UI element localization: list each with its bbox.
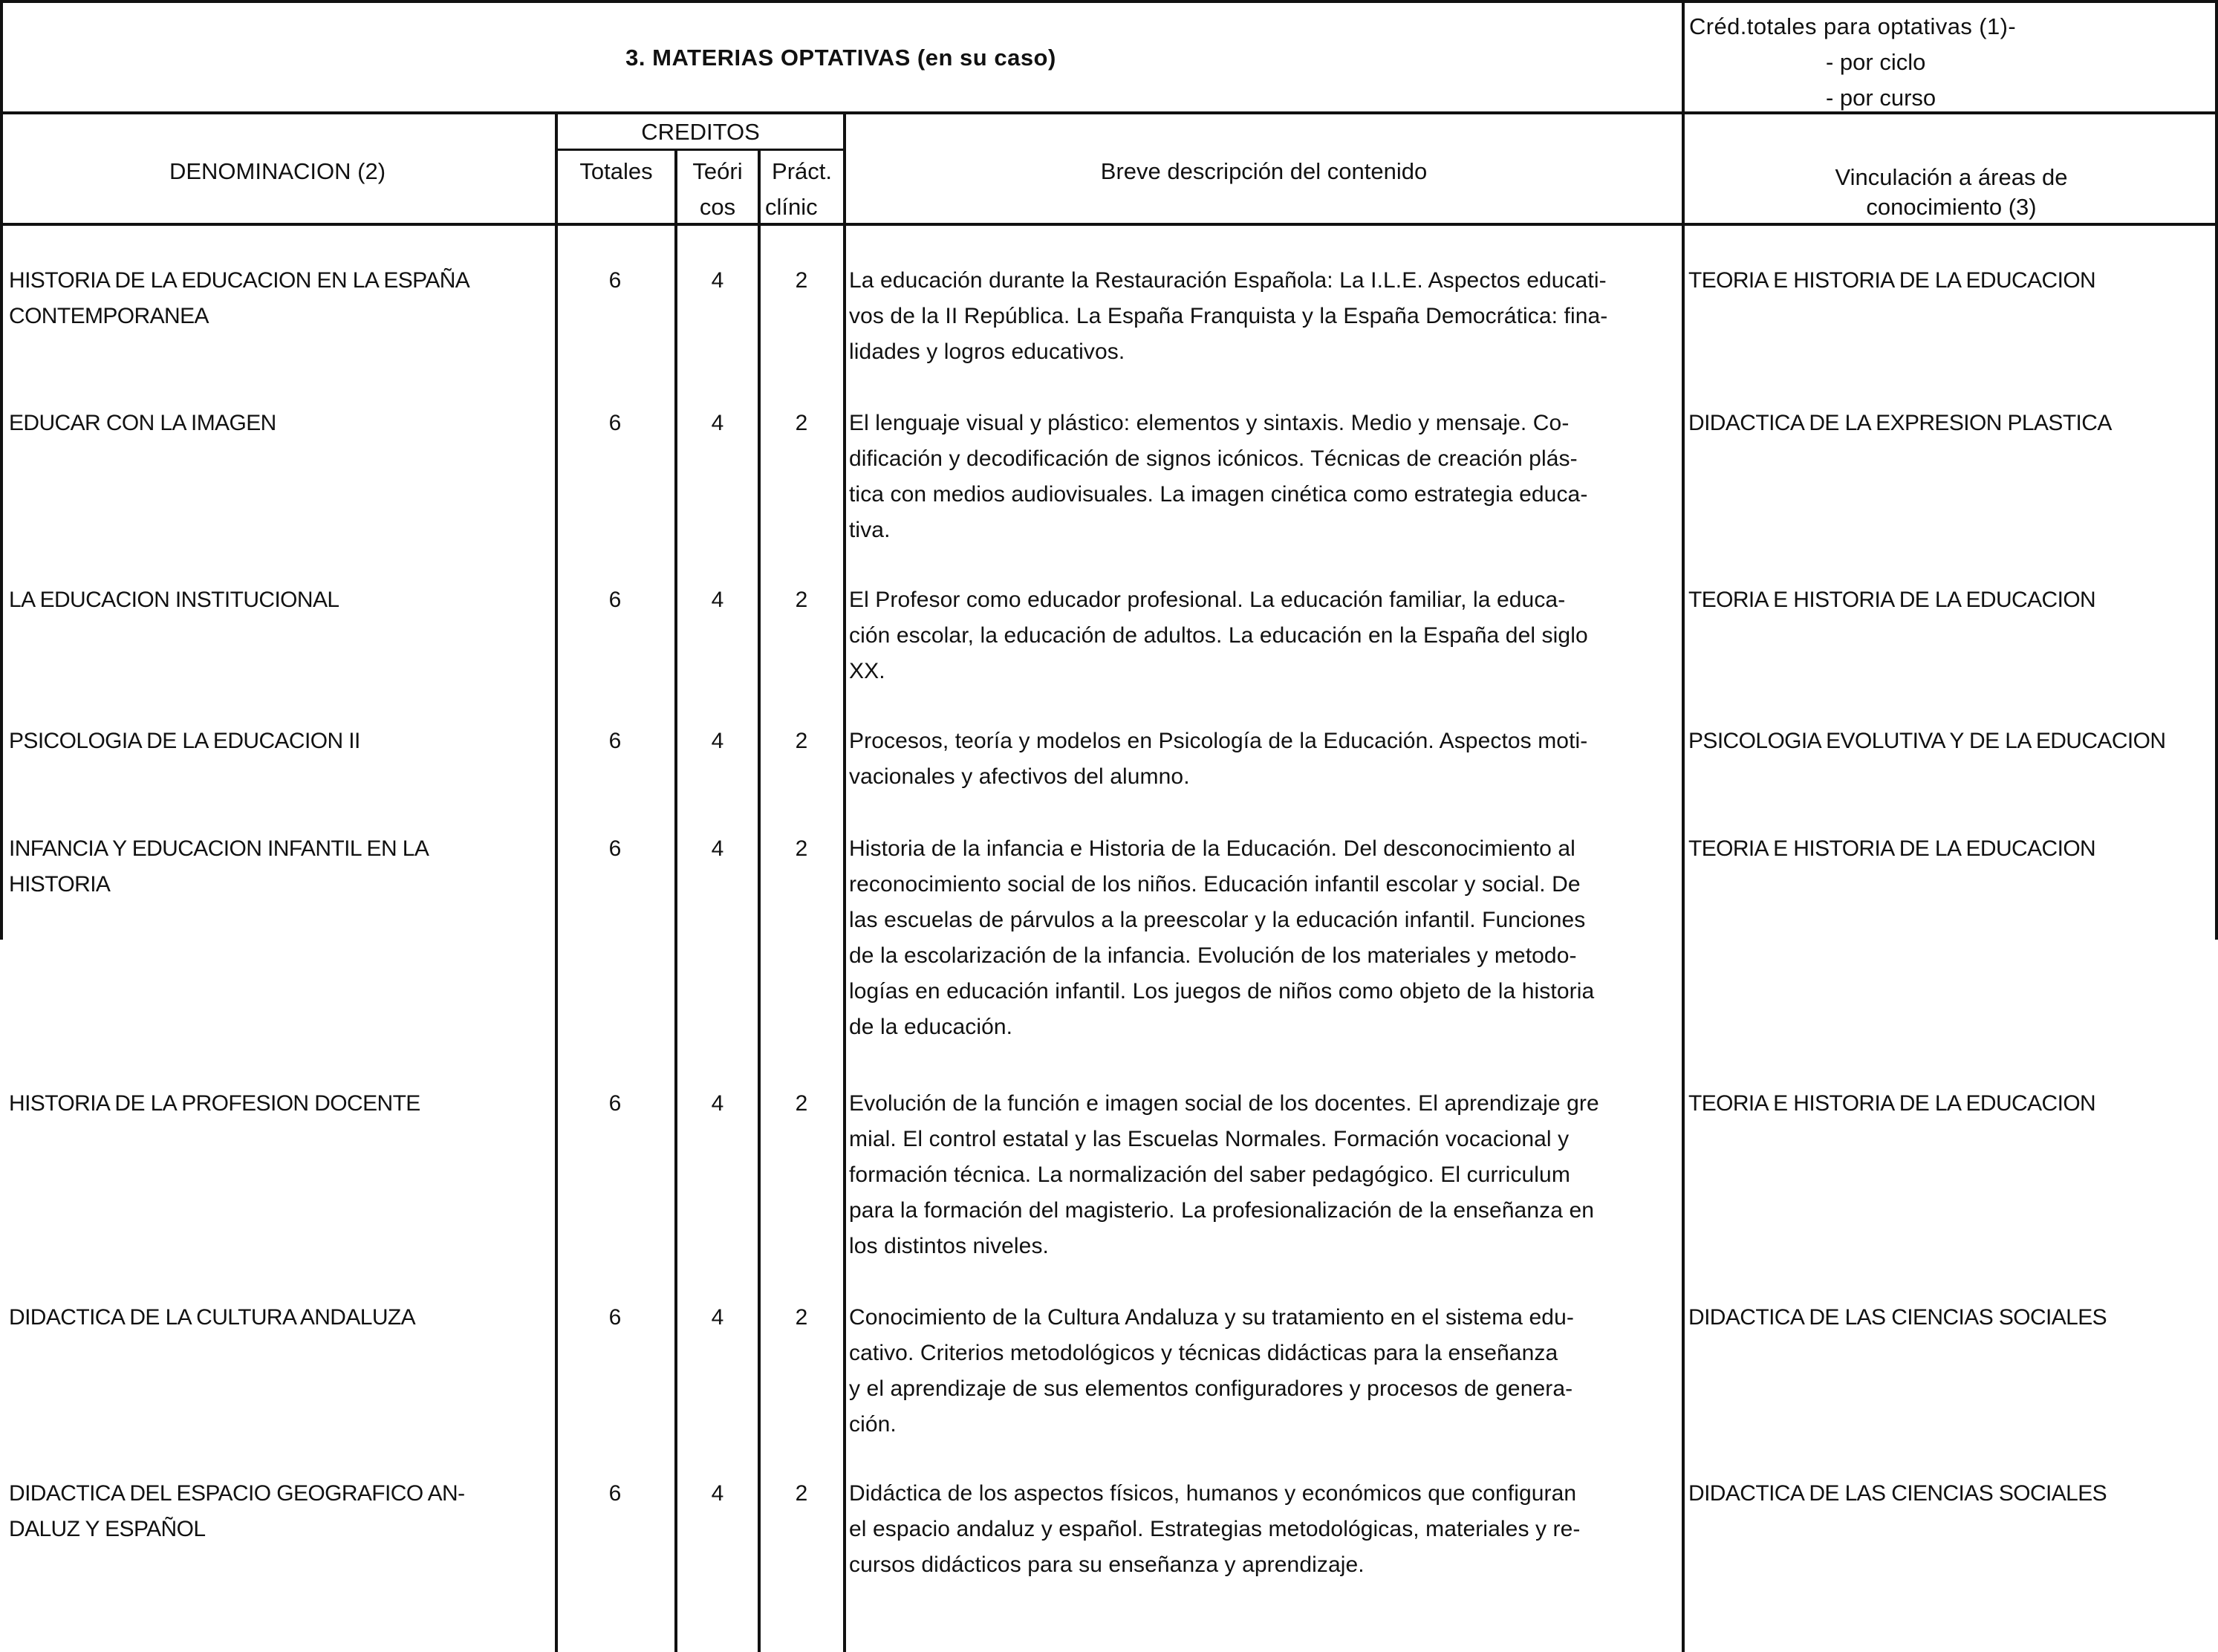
subject-name: INFANCIA Y EDUCACION INFANTIL EN LA HISTORIA xyxy=(9,836,429,897)
credits-theory: 4 xyxy=(711,1091,724,1116)
left-border xyxy=(0,0,3,940)
knowledge-area: DIDACTICA DE LA EXPRESION PLASTICA xyxy=(1688,411,2112,435)
subject-description: Procesos, teoría y modelos en Psicología de la Educación. Aspectos moti- vacionales y afectivos del alumno. xyxy=(849,729,1588,789)
subject-description: Historia de la infancia e Historia de la Educación. Del desconocimiento al reconocimiento social de los niños. Educación infantil escolar y social. De las escuelas de párvulos a la preescolar y la educación infantil. Funciones de la escolarización de la infancia. Evolución de los materiales y metodo- logías en educación infantil. Los juegos de niños como objeto de la historia de la educación. xyxy=(849,836,1595,1039)
col-divider-area xyxy=(1682,0,1685,1652)
subject-name: DIDACTICA DE LA CULTURA ANDALUZA xyxy=(9,1305,416,1330)
credits-total: 6 xyxy=(608,411,622,435)
subject-name: DIDACTICA DEL ESPACIO GEOGRAFICO AN- DALUZ Y ESPAÑOL xyxy=(9,1481,465,1541)
teoricos-header-line1: Teóri xyxy=(692,158,743,184)
credits-practice: 2 xyxy=(795,1481,808,1506)
credits-practice: 2 xyxy=(795,1091,808,1116)
subject-name: PSICOLOGIA DE LA EDUCACION II xyxy=(9,729,360,753)
col-divider-totales xyxy=(555,111,558,1652)
credits-theory: 4 xyxy=(711,729,724,753)
descripcion-header: Breve descripción del contenido xyxy=(1100,158,1428,184)
practicos-header-line2: clínic xyxy=(765,194,818,220)
col-divider-teoricos xyxy=(674,149,677,1652)
credits-theory: 4 xyxy=(711,1305,724,1330)
credits-total: 6 xyxy=(608,1481,622,1506)
page-title: 3. MATERIAS OPTATIVAS (en su caso) xyxy=(625,45,1056,71)
credits-practice: 2 xyxy=(795,729,808,753)
credits-total: 6 xyxy=(608,268,622,293)
knowledge-area: TEORIA E HISTORIA DE LA EDUCACION xyxy=(1688,268,2096,293)
col-divider-practicos xyxy=(758,149,761,1652)
knowledge-area: DIDACTICA DE LAS CIENCIAS SOCIALES xyxy=(1688,1481,2107,1506)
knowledge-area: TEORIA E HISTORIA DE LA EDUCACION xyxy=(1688,588,2096,612)
credits-total: 6 xyxy=(608,588,622,612)
table-top-border xyxy=(0,0,2218,3)
creditos-header: CREDITOS xyxy=(641,119,760,145)
credits-practice: 2 xyxy=(795,1305,808,1330)
vinculacion-header-line1: Vinculación a áreas de xyxy=(1835,164,2068,190)
subject-description: Didáctica de los aspectos físicos, humanos y económicos que configuran el espacio andaluz y español. Estrategias metodológicas, materiales y re- cursos didácticos para su enseñanza y aprendizaje. xyxy=(849,1481,1581,1577)
knowledge-area: TEORIA E HISTORIA DE LA EDUCACION xyxy=(1688,1091,2096,1116)
col-divider-descripcion xyxy=(843,111,846,1652)
subject-name: HISTORIA DE LA PROFESION DOCENTE xyxy=(9,1091,420,1116)
subject-description: Conocimiento de la Cultura Andaluza y su tratamiento en el sistema edu- cativo. Criterios metodológicos y técnicas didácticas para la enseñanza y el aprendizaje de sus elementos configuradores y procesos de genera- ción. xyxy=(849,1305,1574,1437)
subject-description: El Profesor como educador profesional. La educación familiar, la educa- ción escolar, la educación de adultos. La educación en la España del siglo XX. xyxy=(849,588,1588,683)
totales-header: Totales xyxy=(579,158,653,184)
por-curso-label: - por curso xyxy=(1826,85,1936,111)
credits-practice: 2 xyxy=(795,588,808,612)
cred-totales-label: Créd.totales para optativas (1)- xyxy=(1689,13,2017,39)
credits-total: 6 xyxy=(608,1091,622,1116)
credits-theory: 4 xyxy=(711,588,724,612)
denominacion-header: DENOMINACION (2) xyxy=(169,158,386,184)
por-ciclo-label: - por ciclo xyxy=(1826,49,1926,75)
credits-theory: 4 xyxy=(711,1481,724,1506)
credits-total: 6 xyxy=(608,1305,622,1330)
vinculacion-header-line2: conocimiento (3) xyxy=(1866,194,2037,220)
subject-name: HISTORIA DE LA EDUCACION EN LA ESPAÑA CONTEMPORANEA xyxy=(9,268,470,328)
credits-practice: 2 xyxy=(795,836,808,861)
subject-description: El lenguaje visual y plástico: elementos y sintaxis. Medio y mensaje. Co- dificación y decodificación de signos icónicos. Técnicas de creación plás- tica con medios audiovisuales. La imagen cinética como estrategia educa- tiva. xyxy=(849,411,1588,542)
teoricos-header-line2: cos xyxy=(699,194,736,220)
subject-name: EDUCAR CON LA IMAGEN xyxy=(9,411,276,435)
credits-theory: 4 xyxy=(711,836,724,861)
subject-description: La educación durante la Restauración Española: La I.L.E. Aspectos educati- vos de la II República. La España Franquista y la España Democrática: fina- lidades y logros educativos. xyxy=(849,268,1608,364)
knowledge-area: DIDACTICA DE LAS CIENCIAS SOCIALES xyxy=(1688,1305,2107,1330)
subject-name: LA EDUCACION INSTITUCIONAL xyxy=(9,588,339,612)
credits-practice: 2 xyxy=(795,411,808,435)
credits-practice: 2 xyxy=(795,268,808,293)
credits-theory: 4 xyxy=(711,268,724,293)
credits-total: 6 xyxy=(608,729,622,753)
credits-theory: 4 xyxy=(711,411,724,435)
subject-description: Evolución de la función e imagen social de los docentes. El aprendizaje gre mial. El control estatal y las Escuelas Normales. Formación vocacional y formación técnica. La normalización del saber pedagógico. El curriculum para la formación del magisterio. La profesionalización de la enseñanza en los distintos niveles. xyxy=(849,1091,1599,1258)
knowledge-area: TEORIA E HISTORIA DE LA EDUCACION xyxy=(1688,836,2096,861)
practicos-header-line1: Práct. xyxy=(772,158,832,184)
knowledge-area: PSICOLOGIA EVOLUTIVA Y DE LA EDUCACION xyxy=(1688,729,2166,753)
credits-total: 6 xyxy=(608,836,622,861)
right-border xyxy=(2215,0,2218,940)
